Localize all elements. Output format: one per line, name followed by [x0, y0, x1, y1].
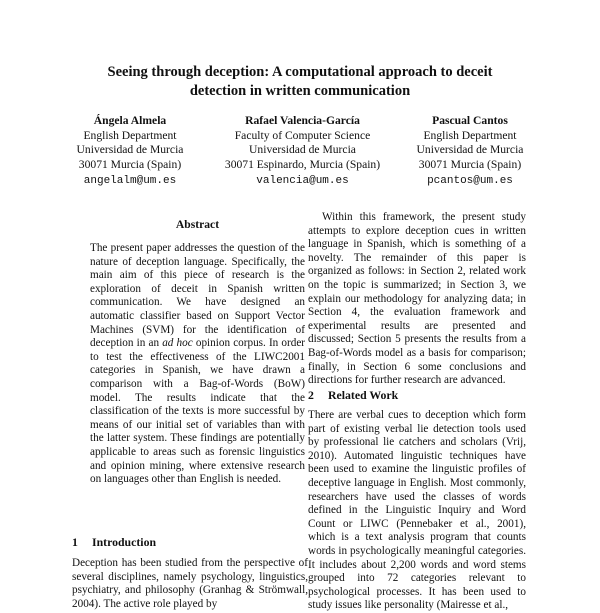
author-univ: Universidad de Murcia [416, 143, 524, 157]
author-email[interactable]: angelalm@um.es [83, 175, 177, 188]
title-line-2: detection in written communication [189, 83, 411, 99]
author-email[interactable]: valencia@um.es [256, 175, 349, 188]
section-1-text: Deception has been studied from the perspective of several disciplines, namely psychology, linguistics, psychiatry, and philosophy (Granhag & Strömwall, 2004). The active role played by [72, 557, 308, 610]
right-intro [308, 211, 526, 388]
author-addr: 30071 Espinardo, Murcia (Spain) [224, 157, 381, 171]
author-dept: English Department [83, 128, 177, 142]
section-2-body [308, 409, 526, 613]
section-number: 2 [308, 388, 314, 402]
author-univ: Universidad de Murcia [249, 143, 356, 157]
section-2-text: There are verbal cues to deception which form part of existing verbal lie detection tools used by professional lie catchers and scholars (Vrij, 2010). Automated linguistic techniques have been used to examine the linguistic profiles of deceptive language in English. Most commonly, researchers have used the classes of words defined in the Linguistic Inquiry and Word Count or LIWC (Pennebaker et al., 2001), which is a text analysis program that counts words in psychologically meaningful categories. It includes about 2,200 words and word stems grouped into 72 categories relevant to psychological processes. It has been used to study issues like personality (Mairesse et al., [308, 409, 526, 612]
author-dept: Faculty of Computer Science [234, 128, 371, 142]
section-1-heading [72, 535, 156, 550]
abstract-italic: ad hoc [162, 337, 193, 350]
section-2-heading [308, 388, 398, 403]
abstract-text-2: opinion corpus. In order to test the effectiveness of the LIWC2001 categories in Spanish, we have drawn a comparison with a Bag-of-Words (BoW) model. The results indicate that the classification of the texts is more successful by means of our initial set of variables than with the latter system. These findings are potentially applicable to areas such as forensic linguistics and opinion mining, where extensive research on languages other than English is needed. [90, 337, 306, 486]
abstract-heading: Abstract [175, 218, 220, 231]
author-name: Rafael Valencia-García [245, 114, 360, 127]
author-email[interactable]: pcantos@um.es [427, 175, 513, 188]
abstract-body [90, 242, 305, 487]
paper-title [60, 63, 540, 101]
section-title: Introduction [92, 535, 157, 549]
author-name: Ángela Almela [93, 114, 167, 127]
author-block-3 [395, 114, 545, 189]
author-univ: Universidad de Murcia [76, 143, 184, 157]
author-addr: 30071 Murcia (Spain) [78, 157, 182, 171]
author-name: Pascual Cantos [432, 114, 508, 127]
section-title: Related Work [328, 388, 399, 402]
title-line-1: Seeing through deception: A computational approach to deceit [107, 64, 493, 80]
right-intro-text: Within this framework, the present study attempts to explore deception cues in written language in Spanish, which is something of a novelty. The remainder of this paper is organized as follows: in Section 2, related work on the topic is summarized; in Section 3, we explain our methodology for analyzing data; in Section 4, the evaluation framework and experimental results are presented and discussed; Section 5 presents the results from a Bag-of-Words model as a basis for comparison; finally, in Section 6 some conclusions and directions for further research are advanced. [308, 211, 526, 387]
author-block-1 [50, 114, 210, 189]
author-dept: English Department [423, 128, 517, 142]
section-number: 1 [72, 535, 78, 549]
abstract-text-1: The present paper addresses the question of the nature of deception language. Specifically, the main aim of this piece of research is the exploration of deceit in Spanish written communication. We have designed an automatic classifier based on Support Vector Machines (SVM) for the identification of deception in an [90, 242, 305, 350]
author-addr: 30071 Murcia (Spain) [418, 157, 522, 171]
section-1-body [72, 557, 308, 611]
author-block-2 [215, 114, 390, 189]
